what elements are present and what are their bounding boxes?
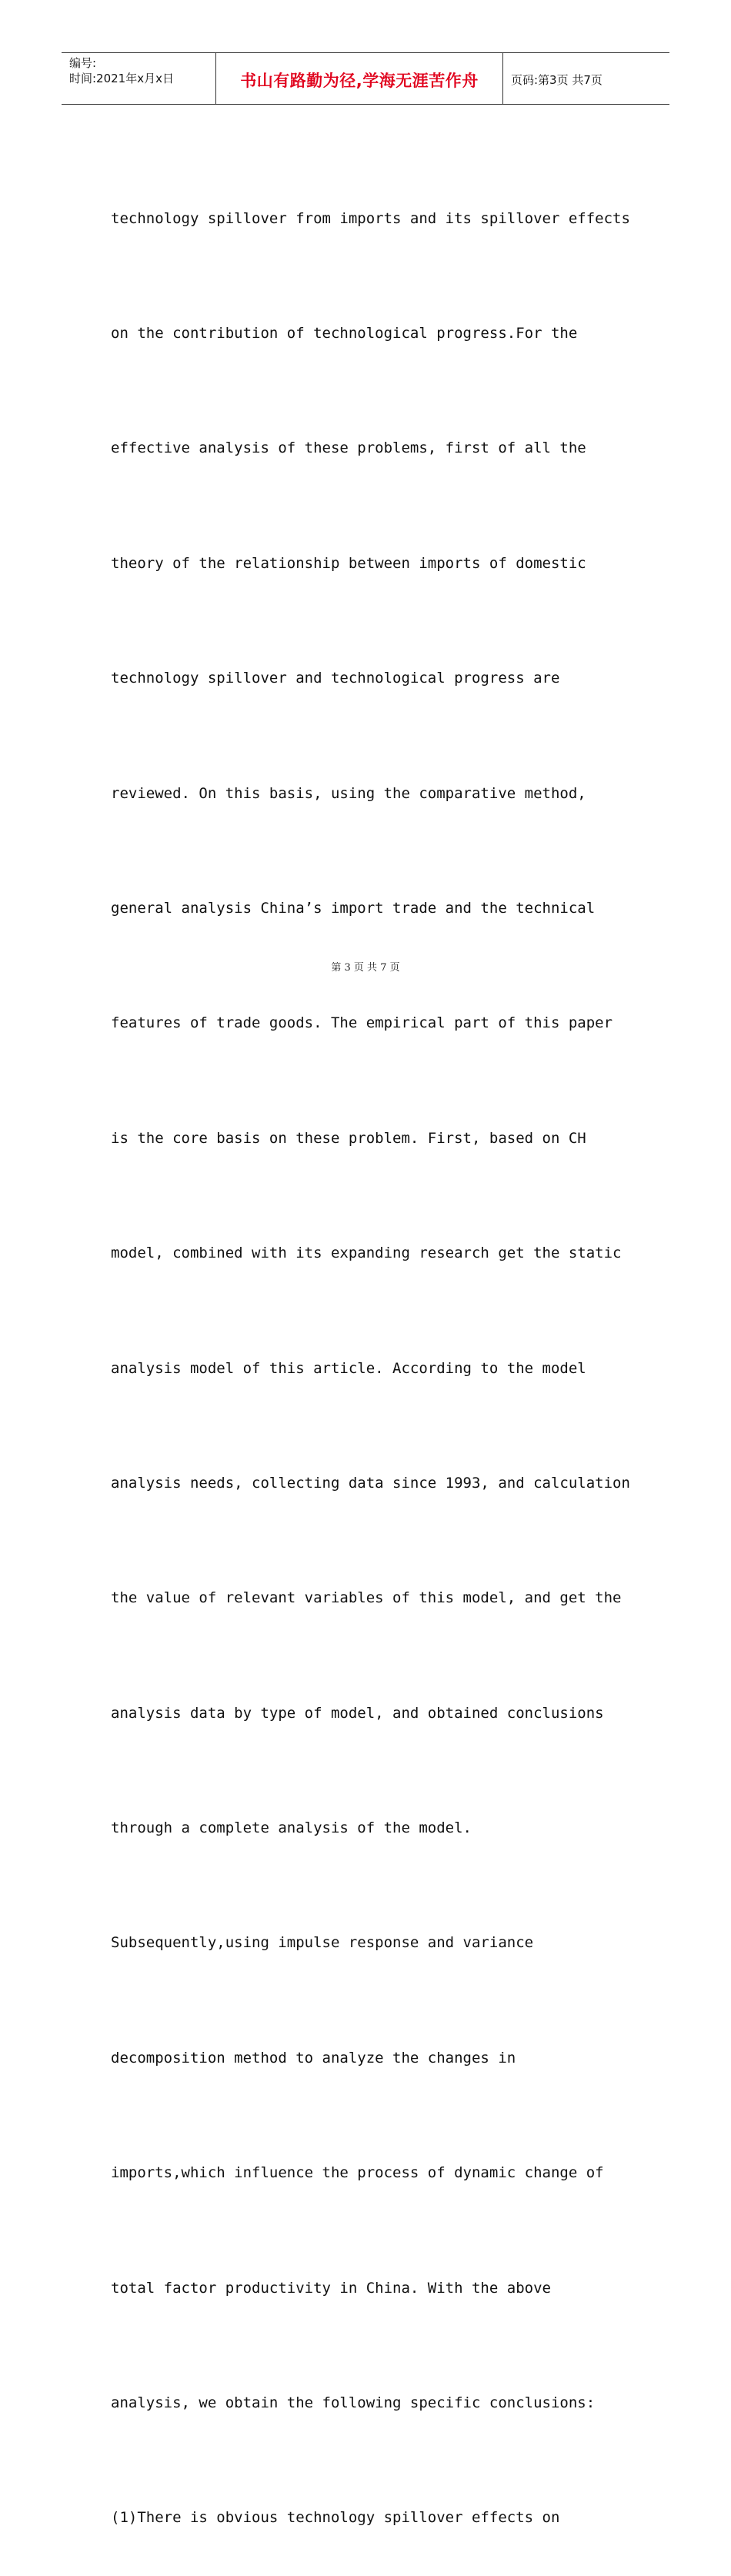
body-line: analysis needs, collecting data since 1993, and calculation [111, 1474, 630, 1492]
header-page-cell [503, 53, 669, 104]
body-line: general analysis China’s import trade and the technical [111, 899, 596, 917]
body-line: technology spillover from imports and its spillover effects [111, 209, 630, 227]
body-line: (1)There is obvious technology spillover effects on [111, 2509, 560, 2527]
body-line: is the core basis on these problem. First, based on CH [111, 1129, 586, 1147]
body-text [111, 123, 634, 2576]
body-line: analysis data by type of model, and obtained conclusions [111, 1704, 604, 1722]
body-line: theory of the relationship between imports of domestic [111, 554, 586, 572]
motto-text: 书山有路勤为径,学海无涯苦作舟 [240, 72, 479, 90]
footer-page-number: 第 3 页 共 7 页 [331, 962, 400, 974]
body-line: through a complete analysis of the model. [111, 1819, 472, 1837]
page-header [62, 52, 669, 105]
header-motto-cell [216, 53, 503, 104]
date-label: 时间:2021年x月x日 [69, 72, 174, 85]
body-line: reviewed. On this basis, using the comparative method, [111, 784, 586, 802]
body-line: technology spillover and technological progress are [111, 670, 560, 687]
body-line: the value of relevant variables of this model, and get the [111, 1589, 622, 1607]
header-meta [62, 53, 216, 104]
page-footer [0, 959, 731, 974]
body-line: analysis model of this article. According to the model [111, 1359, 586, 1377]
body-line: on the contribution of technological progress.For the [111, 324, 578, 342]
body-line: features of trade goods. The empirical part of this paper [111, 1014, 613, 1032]
body-line: imports,which influence the process of dynamic change of [111, 2164, 604, 2182]
body-line: effective analysis of these problems, first of all the [111, 439, 586, 457]
serial-label: 编号: [69, 56, 97, 70]
body-line: Subsequently,using impulse response and variance [111, 1934, 534, 1952]
body-line: analysis, we obtain the following specific conclusions: [111, 2394, 596, 2412]
body-line: total factor productivity in China. With the above [111, 2279, 551, 2297]
body-line: model, combined with its expanding research get the static [111, 1245, 622, 1262]
header-page-label: 页码:第3页 共7页 [511, 72, 602, 87]
body-line: decomposition method to analyze the changes in [111, 2049, 516, 2066]
